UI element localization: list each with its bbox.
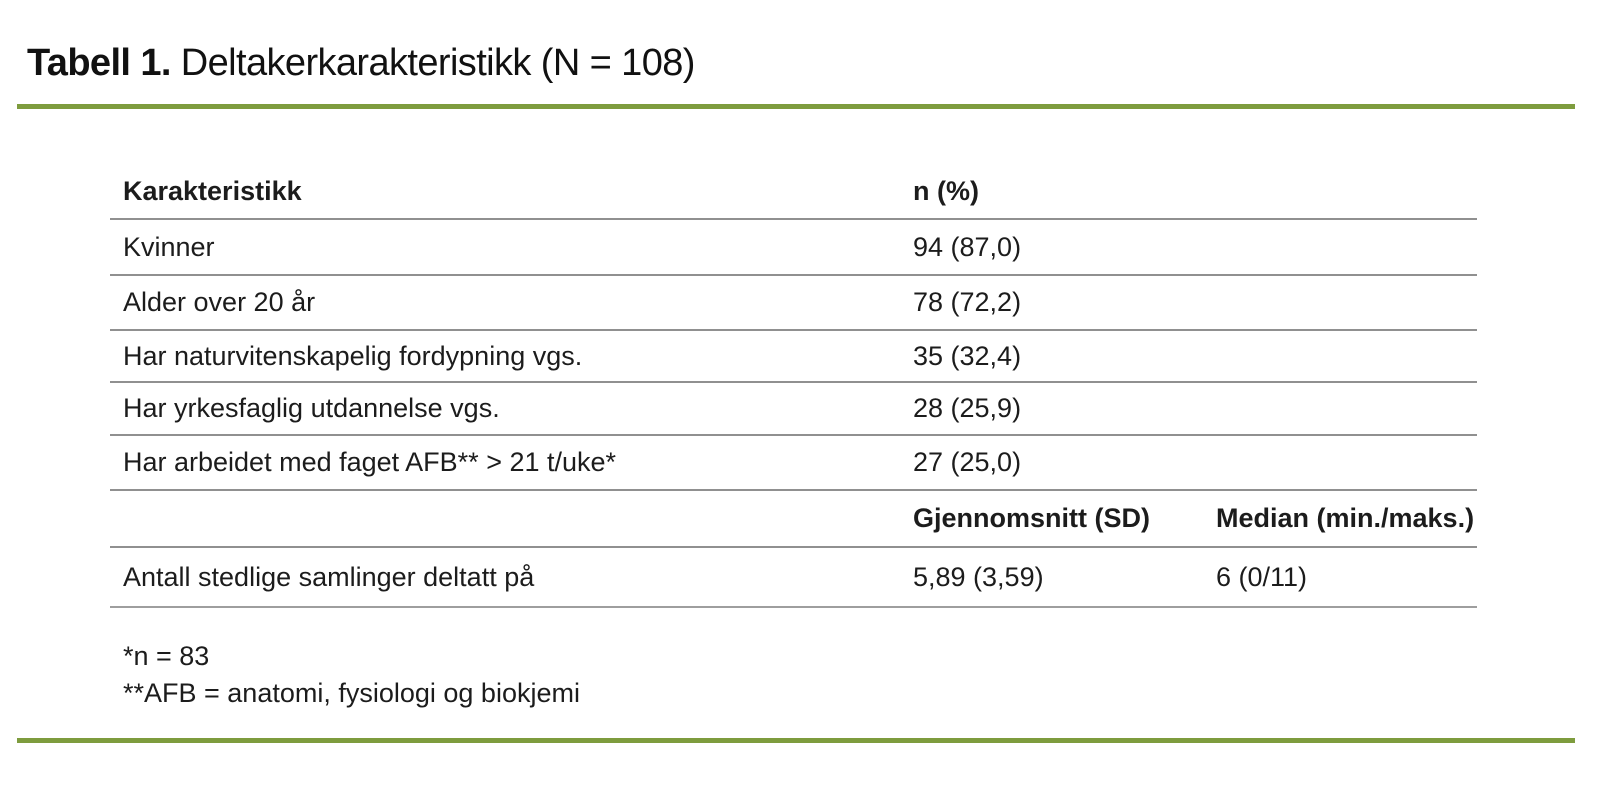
footnote-afb-definition: **AFB = anatomi, fysiologi og biokjemi bbox=[123, 678, 580, 708]
row-value-mean-sd: 5,89 (3,59) bbox=[913, 561, 1044, 592]
table-number-label: Tabell 1. bbox=[27, 42, 171, 84]
top-divider-rule bbox=[17, 104, 1575, 109]
table-row bbox=[110, 331, 1477, 383]
table-footnotes bbox=[123, 638, 580, 712]
row-value-median-minmax: 6 (0/11) bbox=[1216, 561, 1308, 592]
row-value-n-pct: 94 (87,0) bbox=[913, 231, 1022, 262]
row-label: Har naturvitenskapelig fordypning vgs. bbox=[123, 340, 583, 371]
table-row bbox=[110, 436, 1477, 491]
table-row bbox=[110, 383, 1477, 436]
row-value-n-pct: 35 (32,4) bbox=[913, 340, 1022, 371]
table-subheader-row bbox=[110, 491, 1477, 548]
column-header-median-minmax: Median (min./maks.) bbox=[1216, 503, 1475, 533]
row-label: Har yrkesfaglig utdannelse vgs. bbox=[123, 393, 500, 423]
column-header-karakteristikk: Karakteristikk bbox=[123, 176, 302, 206]
table-summary-row bbox=[110, 548, 1477, 608]
row-label: Kvinner bbox=[123, 231, 215, 262]
row-label: Alder over 20 år bbox=[123, 287, 316, 317]
bottom-divider-rule bbox=[17, 738, 1575, 743]
row-label: Antall stedlige samlinger deltatt på bbox=[123, 561, 535, 592]
table-caption: Deltakerkarakteristikk (N = 108) bbox=[170, 42, 695, 84]
page-title bbox=[27, 42, 695, 85]
row-label: Har arbeidet med faget AFB** > 21 t/uke* bbox=[123, 447, 617, 477]
row-value-n-pct: 78 (72,2) bbox=[913, 287, 1022, 317]
table-header-row bbox=[110, 165, 1477, 220]
participant-characteristics-table bbox=[110, 165, 1477, 608]
row-value-n-pct: 27 (25,0) bbox=[913, 447, 1022, 477]
row-value-n-pct: 28 (25,9) bbox=[913, 393, 1022, 423]
footnote-n83: *n = 83 bbox=[123, 641, 210, 671]
table-row bbox=[110, 276, 1477, 331]
column-header-mean-sd: Gjennomsnitt (SD) bbox=[913, 503, 1150, 533]
table-row bbox=[110, 220, 1477, 276]
column-header-n-pct: n (%) bbox=[913, 176, 979, 206]
